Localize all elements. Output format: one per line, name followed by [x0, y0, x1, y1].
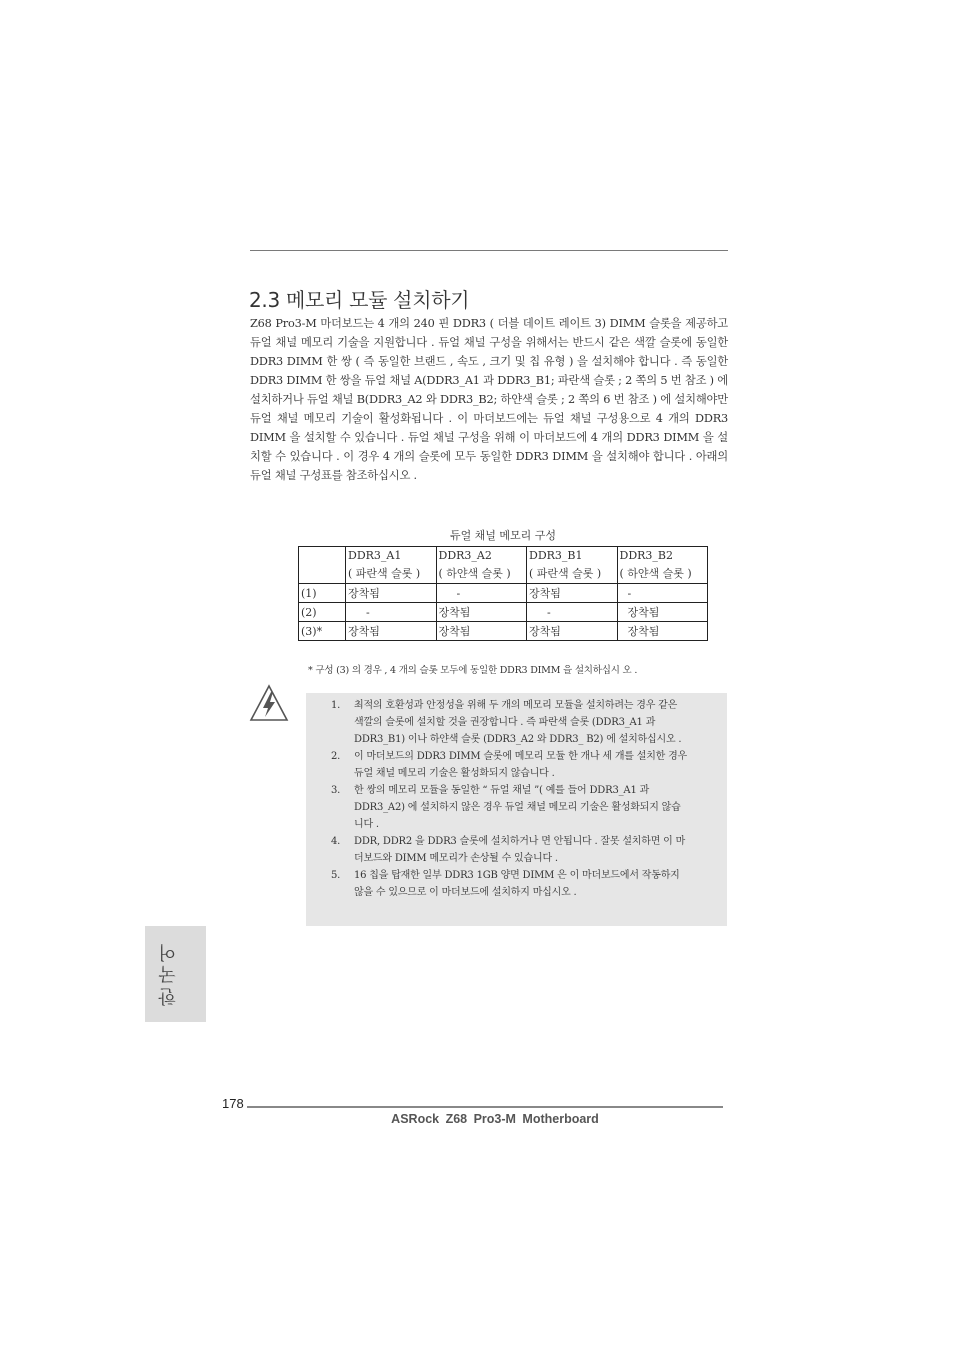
table-cell: - — [527, 603, 618, 622]
row-label: (3)* — [299, 622, 346, 641]
header-ddr3-a1: DDR3_A1 ( 파란색 슬롯 ) — [346, 547, 437, 584]
table-cell: - — [346, 603, 437, 622]
list-item: 3. 한 쌍의 메모리 모듈을 동일한 “ 듀얼 채널 ”( 예를 들어 DDR3_A1 과 DDR3_A2) 에 설치하지 않은 경우 듀얼 채널 메모리 기술은 활성화되지 않습니다 . — [331, 785, 681, 830]
list-item: 5. 16 칩을 탑재한 일부 DDR3 1GB 양면 DIMM 은 이 마더보드에서 작동하지 않을 수 있으므로 이 마더보드에 설치하지 마십시오 . — [331, 870, 680, 898]
notes-box — [306, 693, 727, 926]
table-cell: 장착됨 — [527, 584, 618, 603]
table-footnote: * 구성 (3) 의 경우 , 4 개의 슬롯 모두에 동일한 DDR3 DIMM 을 설치하십시 오 . — [308, 665, 638, 676]
table-cell: - — [436, 584, 527, 603]
header-ddr3-a2: DDR3_A2 ( 하얀색 슬롯 ) — [436, 547, 527, 584]
language-side-tab — [145, 926, 206, 1022]
table-cell: 장착됨 — [617, 603, 708, 622]
table-cell: 장착됨 — [617, 622, 708, 641]
top-rule — [250, 250, 728, 251]
table-row — [299, 622, 708, 641]
notes-list — [306, 697, 689, 901]
row-label: (2) — [299, 603, 346, 622]
footer-title: ASRock Z68 Pro3-M Motherboard — [391, 1112, 599, 1126]
table-caption: 듀얼 채널 메모리 구성 — [449, 529, 557, 542]
language-label: 한국어 — [158, 940, 179, 1006]
section-title: 2.3 메모리 모듈 설치하기 — [249, 288, 470, 312]
table-cell: 장착됨 — [436, 603, 527, 622]
dual-channel-table — [298, 546, 708, 641]
table-row — [299, 603, 708, 622]
table-cell: - — [617, 584, 708, 603]
table-cell: 장착됨 — [436, 622, 527, 641]
table-cell: 장착됨 — [346, 622, 437, 641]
list-item: 2. 이 마더보드의 DDR3 DIMM 슬롯에 메모리 모듈 한 개나 세 개를 설치한 경우 듀얼 채널 메모리 기술은 활성화되지 않습니다 . — [331, 751, 688, 779]
page-number: 178 — [222, 1096, 244, 1111]
header-empty-cell — [299, 547, 346, 584]
table-cell: 장착됨 — [527, 622, 618, 641]
header-ddr3-b1: DDR3_B1 ( 파란색 슬롯 ) — [527, 547, 618, 584]
row-label: (1) — [299, 584, 346, 603]
list-item: 1. 최적의 호환성과 안정성을 위해 두 개의 메모리 모듈을 설치하려는 경우 같은 색깔의 슬롯에 설치할 것을 권장합니다 . 즉 파란색 슬롯 (DDR3_A1 과 DDR3_B1) 이나 하얀색 슬롯 (DDR3_A2 와 DDR3_ B2) 에 설치하십시오 . — [331, 700, 682, 745]
list-item: 4. DDR, DDR2 을 DDR3 슬롯에 설치하거나 면 안됩니다 . 잘못 설치하면 이 마더보드와 DIMM 메모리가 손상될 수 있습니다 . — [331, 836, 686, 864]
warning-icon — [249, 684, 289, 722]
table-cell: 장착됨 — [346, 584, 437, 603]
table-header-row — [299, 547, 708, 584]
table-row — [299, 584, 708, 603]
bottom-rule — [247, 1106, 723, 1108]
header-ddr3-b2: DDR3_B2 ( 하얀색 슬롯 ) — [617, 547, 708, 584]
intro-paragraph: Z68 Pro3-M 마더보드는 4 개의 240 핀 DDR3 ( 더블 데이트 레이트 3) DIMM 슬롯을 제공하고 듀얼 채널 메모리 기술을 지원합니다 . 듀얼 채널 구성을 위해서는 반드시 같은 색깔 슬롯에 동일한 DDR3 DIMM 한 쌍 ( 즉 동일한 브랜드 , 속도 , 크기 및 칩 유형 ) 을 설치해야 합니다 . 즉 동일한 DDR3 DIMM 한 쌍을 듀얼 채널 A(DDR3_A1 과 DDR3_B1; 파란색 슬롯 ; 2 쪽의 5 번 참조 ) 에 설치하거나 듀얼 채널 B(DDR3_A2 와 DDR3_B2; 하얀색 슬롯 ; 2 쪽의 6 번 참조 ) 에 설치해야만 듀얼 채널 메모리 기술이 활성화됩니다 . 이 마더보드에는 듀얼 채널 구성용으로 4 개의 DDR3 DIMM 을 설치할 수 있습니다 . 듀얼 채널 구성을 위해 이 마더보드에 4 개의 DDR3 DIMM 을 설치할 수 있습니다 . 이 경우 4 개의 슬롯에 모두 동일한 DDR3 DIMM 을 설치해야 합니다 . 아래의 듀얼 채널 구성표를 참조하십시오 . — [250, 317, 728, 482]
